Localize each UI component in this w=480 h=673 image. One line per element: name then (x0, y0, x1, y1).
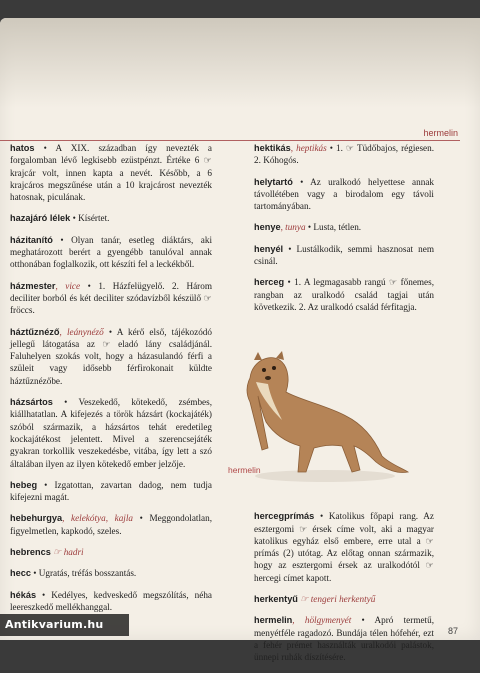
variant: , kelekótya, kajla (62, 513, 133, 524)
headword: hazajáró lélek (10, 213, 71, 224)
definition: • Lustálkodik, semmi hasznosat nem csinál. (254, 243, 434, 267)
definition: • 1. Házfelügyelő. 2. Három deciliter borból és két deciliter szódavízből készülő ☞ fröccs. (10, 280, 212, 316)
headword: henye (254, 222, 281, 233)
headword: henyél (254, 243, 284, 254)
entry-hazajaro-lelek (10, 212, 212, 224)
definition: • 1. ☞ Tüdőbajos, régiesen. 2. Kóhogós. (254, 143, 434, 166)
definition: • 1. A legmagasabb rangú ☞ főnemes, rangban az uralkodó család tagjai után következik. 2. Az uralkodó család férfitagja. (254, 277, 434, 312)
variant: , vice (55, 280, 81, 291)
dictionary-page (0, 18, 480, 663)
entry-herkentyu (254, 593, 434, 605)
illustration-caption: hermelin (228, 465, 261, 475)
entry-hazmester (10, 280, 212, 317)
variant: , leánynéző (59, 326, 104, 337)
headword: hercegprímás (254, 511, 315, 522)
entry-henye (254, 221, 434, 233)
cross-reference: ☞ tengeri herkentyű (297, 594, 376, 605)
entry-herceg (254, 276, 434, 313)
headword: hebeg (10, 479, 38, 490)
cross-reference: ☞ hadri (50, 547, 84, 558)
entry-haztuznezo (10, 326, 212, 387)
ermine-body (247, 358, 408, 473)
ermine-eye (272, 366, 276, 370)
entry-henyel (254, 243, 434, 268)
entry-hebeg (10, 479, 212, 504)
page-number: 87 (447, 626, 458, 636)
headword: hektikás (254, 143, 291, 153)
definition: • Kísértet. (70, 213, 110, 224)
ermine-nose (265, 376, 271, 380)
entry-hazsartos (10, 396, 212, 470)
entry-hecc (10, 567, 212, 579)
headword: hékás (10, 589, 37, 600)
entry-hatos (10, 142, 212, 203)
headword: helytartó (254, 176, 293, 187)
variant: , heptikás (290, 143, 327, 153)
headword: herkentyű (254, 594, 298, 605)
entry-hermelin (254, 614, 434, 663)
entry-hebrencs (10, 546, 212, 558)
definition: • Kedélyes, kedveskedő megszólítás, néha leereszkedő mellékhanggal. (10, 589, 212, 612)
watermark: Antikvarium.hu (0, 614, 129, 636)
definition: • Meggondolatlan, figyelmetlen, kapkodó, szeles. (10, 513, 212, 536)
definition: • Lusta, tétlen. (305, 222, 362, 233)
ground-shadow (255, 470, 395, 482)
running-head: hermelin (423, 128, 458, 138)
entry-hazitanito (10, 234, 212, 271)
binding-shadow (0, 18, 480, 108)
entry-hektikas (254, 142, 434, 167)
entry-hebehurgya (10, 512, 212, 537)
headword: háztűznéző (10, 326, 60, 337)
definition: • Izgatottan, zavartan dadog, nem tudja kifejezni magát. (10, 479, 212, 503)
definition: • Katolikus főpapi rang. Az esztergomi ☞ érsek címe volt, aki a magyar katolikus egyház első embere, erre utal a ☞ prímás (2) utótag. Az előtag onnan származik, hogy az esztergomi érsek az uralkodótól ☞ hercegi címet kapott. (254, 511, 434, 583)
entry-hekas (10, 589, 212, 614)
definition: • Apró termetű, menyétféle ragadozó. Bundája télen hófehér, ezt a fehér prémet használták uralkodói palástok, ünnepi ruhák díszítésére. (254, 615, 434, 663)
headword: házmester (10, 280, 56, 291)
headword: herceg (254, 277, 285, 288)
entry-helytarto (254, 176, 434, 213)
headword: hermelin (254, 615, 293, 626)
ermine-eye (262, 368, 266, 372)
definition: • Az uralkodó helyettese annak távollétében vagy a birodalom egy távoli tartományában. (254, 176, 434, 212)
headword: hatos (10, 143, 35, 153)
definition: • Olyan tanár, esetleg diáktárs, aki meghatározott berért a gyengébb tanulóval annak otthonában foglalkozik, ott készíti fel a leckékből. (10, 234, 212, 270)
left-column (10, 142, 212, 622)
headword: hecc (10, 568, 31, 579)
definition: • A kérő első, tájékozódó jellegű látogatása az ☞ eladó lány családjánál. Faluhelyen szokás volt, hogy a házasulandó férfi a szüleit vagy idősebb férfirokonait küldte háztűznézőbe. (10, 326, 212, 386)
variant: , tunya (280, 222, 306, 233)
definition: • Veszekedő, kötekedő, zsémbes, kiállhatatlan. A kifejezés a török házsárt (kockajáték) szóból származik, a házsártos tehát eredetileg kockajátékost jelentett. Mivel a szerencsejáték gyakran torkollik veszekedésbe, vitába, így lett a szó általában ilyen az ilyen kötekedő ember jelzője. (10, 397, 212, 469)
header-rule (0, 140, 460, 141)
headword: hebehurgya (10, 513, 63, 524)
definition: • Ugratás, tréfás bosszantás. (30, 568, 137, 579)
headword: hebrencs (10, 547, 51, 558)
definition: • A XIX. században így nevezték a forgalomban lévő legkisebb ezüstpénzt. Értéke 6 ☞ krajcár volt, innen kapta a nevét. Később, a 6 krajcáros megszűnése után a 10 krajcárost nevezték hatosnak, piculának. (10, 143, 212, 203)
headword: házsártos (10, 397, 53, 408)
headword: házitanító (10, 234, 53, 245)
entry-hercegprimas (254, 510, 434, 584)
ermine-ear (254, 352, 262, 360)
variant: , hölgymenyét (292, 615, 352, 626)
